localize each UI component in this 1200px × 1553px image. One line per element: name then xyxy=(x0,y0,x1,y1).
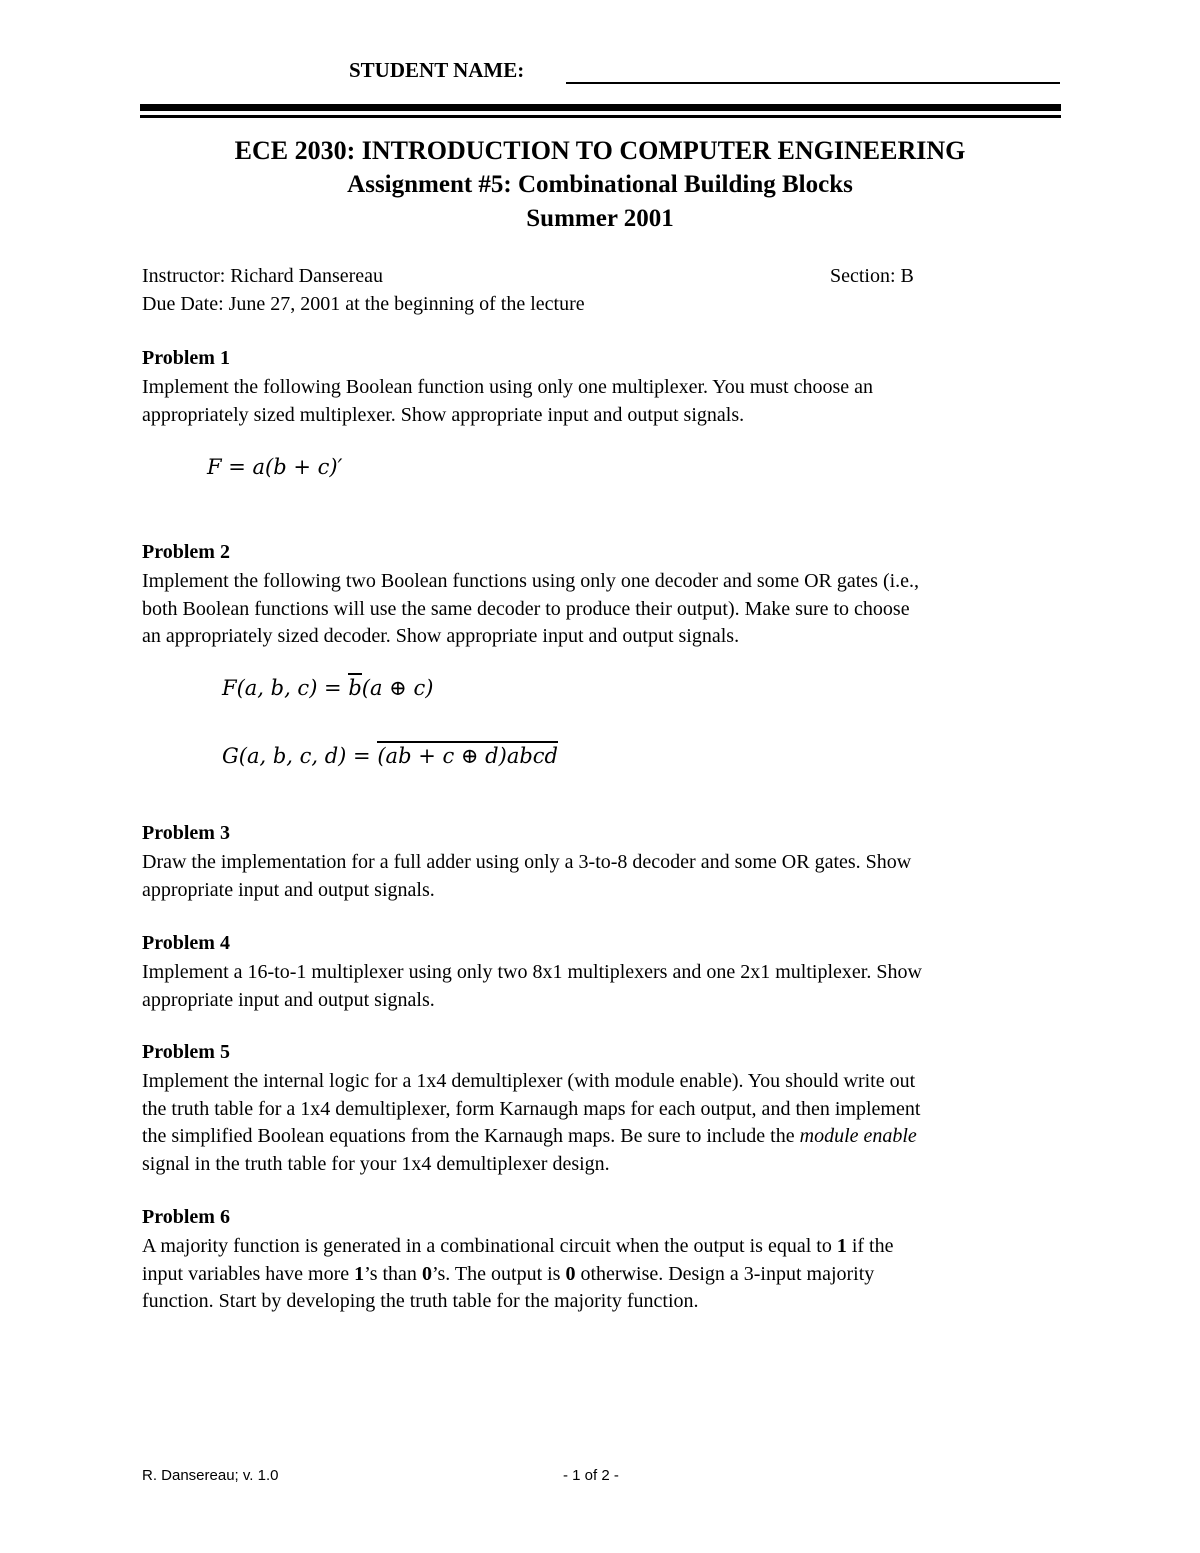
term-title: Summer 2001 xyxy=(526,205,674,232)
problem-2-line-2: both Boolean functions will use the same decoder to produce their output). Make sure to choose xyxy=(142,597,910,620)
due-date-line: Due Date: June 27, 2001 at the beginning of the lecture xyxy=(142,293,585,315)
problem-4-line-2: appropriate input and output signals. xyxy=(142,988,435,1011)
problem-6-line-1 xyxy=(142,1233,1072,1261)
problem-1-text xyxy=(142,374,1072,429)
equation-3-open-paren: ( xyxy=(377,744,386,768)
problem-6-line-2 xyxy=(142,1261,1072,1289)
problem-5-line-4: signal in the truth table for your 1x4 demultiplexer design. xyxy=(142,1152,610,1175)
problem-5-line-2: the truth table for a 1x4 demultiplexer, form Karnaugh maps for each output, and then implement xyxy=(142,1097,921,1120)
problem-3-line-1: Draw the implementation for a full adder using only a 3-to-8 decoder and some OR gates. Show xyxy=(142,851,912,873)
problem-6-line-3: function. Start by developing the truth table for the majority function. xyxy=(142,1290,699,1312)
equation-3-lhs: G(a, b, c, d) = xyxy=(222,744,378,768)
problem-6-bold-zero: 0 xyxy=(421,1262,432,1285)
problem-3-line-2: appropriate input and output signals. xyxy=(142,878,435,901)
header-rule-thin xyxy=(140,115,1061,118)
section-line: Section: B xyxy=(830,265,914,287)
equation-3-a-bar: a xyxy=(386,741,399,768)
problem-2-line-1: Implement the following two Boolean functions using only one decoder and some OR gates (i.e., xyxy=(142,570,920,592)
problem-6-line-1-b: if the xyxy=(846,1235,894,1257)
problem-6-bold-zero-2: 0 xyxy=(565,1262,576,1285)
problem-6-line-2-a: input variables have more xyxy=(142,1262,355,1285)
problem-6-line-2-b: ’s than xyxy=(364,1262,422,1285)
problem-3-text xyxy=(142,849,1072,904)
problem-6-text xyxy=(142,1233,1072,1316)
problem-6-heading: Problem 6 xyxy=(142,1206,230,1228)
problem-4-text xyxy=(142,959,1072,1014)
equation-1: F = a(b + c)′ xyxy=(207,455,343,479)
student-name-label: STUDENT NAME: xyxy=(349,58,525,82)
equation-3-abcd-bar: abcd xyxy=(507,741,558,768)
problem-5-heading: Problem 5 xyxy=(142,1041,230,1063)
problem-1-line-2: appropriately sized multiplexer. Show appropriate input and output signals. xyxy=(142,403,745,426)
instructor-line: Instructor: Richard Dansereau xyxy=(142,265,384,287)
problem-2-heading: Problem 2 xyxy=(142,541,230,563)
equation-3-term-ab xyxy=(386,741,412,768)
problem-4-line-1: Implement a 16-to-1 multiplexer using only two 8x1 multiplexers and one 2x1 multiplexer. Show xyxy=(142,961,922,983)
problem-6-bold-1: 1 xyxy=(836,1235,847,1257)
problem-1-line-1: Implement the following Boolean function using only one multiplexer. You must choose an xyxy=(142,376,874,398)
problem-6-line-1-a: A majority function is generated in a combinational circuit when the output is equal to xyxy=(142,1235,837,1257)
equation-3-overline-group xyxy=(377,741,558,768)
equation-2-b-bar: b xyxy=(348,673,361,700)
course-title: ECE 2030: INTRODUCTION TO COMPUTER ENGINEERING xyxy=(234,136,966,165)
equation-3-close-paren: ) xyxy=(498,744,507,768)
equation-2 xyxy=(222,676,433,700)
student-name-blank-line xyxy=(566,82,1060,84)
problem-6-bold-one: 1 xyxy=(354,1262,365,1285)
assignment-title: Assignment #5: Combinational Building Blocks xyxy=(347,171,853,198)
problem-2-text xyxy=(142,568,1072,651)
problem-6-line-2-d: otherwise. Design a 3-input majority xyxy=(575,1262,875,1285)
problem-2-line-3: an appropriately sized decoder. Show appropriate input and output signals. xyxy=(142,625,740,647)
equation-3-xor-term: c ⊕ d xyxy=(442,741,498,768)
problem-5-text xyxy=(142,1068,1072,1178)
equation-3 xyxy=(222,744,558,768)
problem-1-heading: Problem 1 xyxy=(142,347,230,369)
footer-page-number: - 1 of 2 - xyxy=(563,1467,619,1484)
footer-author-version: R. Dansereau; v. 1.0 xyxy=(142,1467,279,1484)
header-rule-thick xyxy=(140,104,1061,111)
problem-4-heading: Problem 4 xyxy=(142,932,230,954)
equation-2-rest: (a ⊕ c) xyxy=(361,676,434,700)
equation-3-plus: + xyxy=(411,744,443,768)
problem-5-line-3 xyxy=(142,1123,1072,1151)
problem-5-line-3-text: the simplified Boolean equations from the Karnaugh maps. Be sure to include the xyxy=(142,1125,800,1147)
module-enable-term: module enable xyxy=(799,1125,917,1147)
problem-6-line-2-c: ’s. The output is xyxy=(431,1262,566,1285)
equation-3-b-bar: b xyxy=(398,741,411,768)
equation-2-lhs: F(a, b, c) = xyxy=(222,676,349,700)
problem-5-line-1: Implement the internal logic for a 1x4 demultiplexer (with module enable). You should write out xyxy=(142,1070,916,1092)
problem-3-heading: Problem 3 xyxy=(142,822,230,844)
